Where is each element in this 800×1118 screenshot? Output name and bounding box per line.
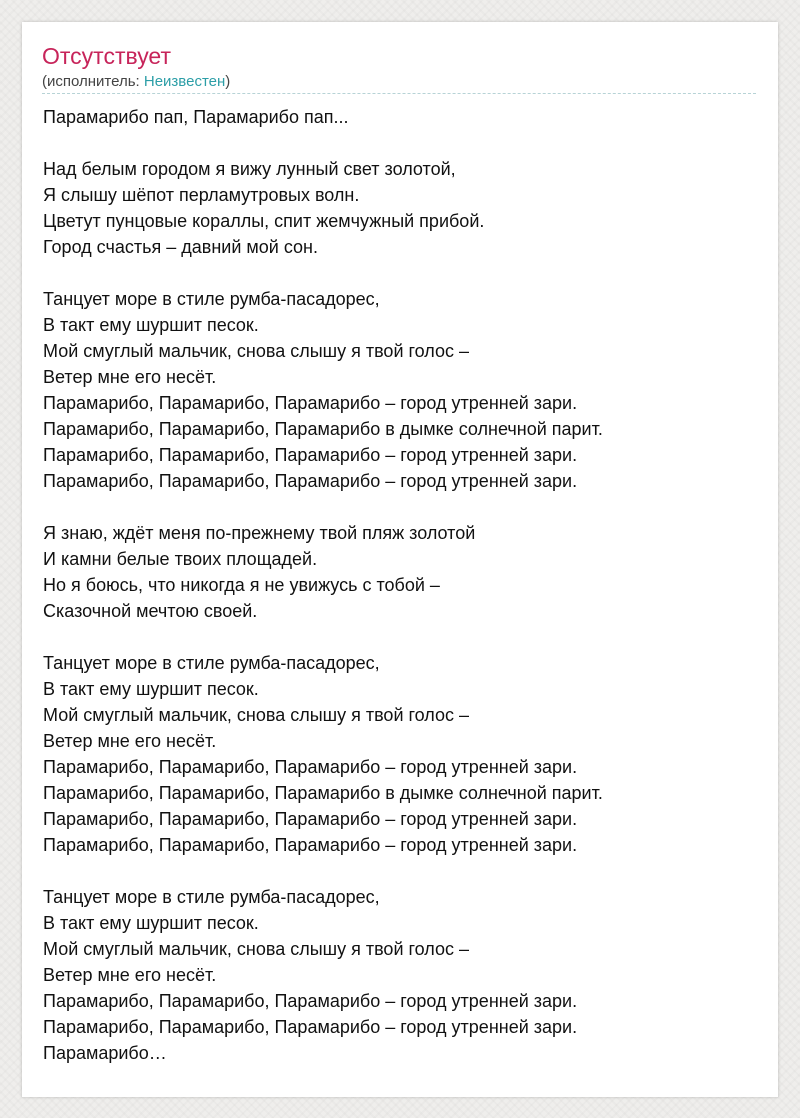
lyric-line: Парамарибо, Парамарибо, Парамарибо – город утренней зари.: [43, 1017, 578, 1037]
lyric-line: Танцует море в стиле румба-пасадорес,: [43, 289, 380, 309]
artist-suffix: ): [225, 73, 231, 90]
lyric-line: И камни белые твоих площадей.: [43, 549, 318, 569]
lyric-line: Но я боюсь, что никогда я не увижусь с тобой –: [43, 575, 440, 595]
lyric-line: Цветут пунцовые кораллы, спит жемчужный прибой.: [43, 211, 485, 231]
lyric-line: Город счастья – давний мой сон.: [43, 237, 318, 257]
song-title: Отсутствует: [42, 43, 171, 69]
lyrics-text: [43, 104, 757, 1066]
stanza-gap: [43, 624, 757, 650]
artist-line: [42, 73, 230, 91]
lyric-line: Мой смуглый мальчик, снова слышу я твой голос –: [43, 705, 470, 725]
lyric-line: В такт ему шуршит песок.: [43, 679, 259, 699]
lyric-line: Над белым городом я вижу лунный свет золотой,: [43, 159, 456, 179]
stanza-gap: [43, 858, 757, 884]
lyric-line: Парамарибо, Парамарибо, Парамарибо – город утренней зари.: [43, 393, 578, 413]
artist-prefix: (исполнитель:: [42, 73, 144, 90]
lyric-line: Парамарибо, Парамарибо, Парамарибо в дымке солнечной парит.: [43, 783, 603, 803]
lyric-line: В такт ему шуршит песок.: [43, 315, 259, 335]
lyric-line: Парамарибо…: [43, 1043, 167, 1063]
stanza-gap: [43, 260, 757, 286]
lyric-line: Ветер мне его несёт.: [43, 367, 217, 387]
lyric-line: Ветер мне его несёт.: [43, 965, 217, 985]
lyric-line: Парамарибо, Парамарибо, Парамарибо в дымке солнечной парит.: [43, 419, 603, 439]
lyric-line: В такт ему шуршит песок.: [43, 913, 259, 933]
lyric-line: Мой смуглый мальчик, снова слышу я твой голос –: [43, 341, 470, 361]
lyric-line: Парамарибо пап, Парамарибо пап...: [43, 107, 349, 127]
stanza-gap: [43, 130, 757, 156]
lyric-line: Танцует море в стиле румба-пасадорес,: [43, 887, 380, 907]
lyric-line: Я слышу шёпот перламутровых волн.: [43, 185, 360, 205]
lyric-line: Парамарибо, Парамарибо, Парамарибо – город утренней зари.: [43, 809, 578, 829]
lyric-line: Ветер мне его несёт.: [43, 731, 217, 751]
title-divider: [42, 93, 756, 94]
lyrics-card: [22, 22, 778, 1097]
stanza-gap: [43, 494, 757, 520]
lyric-line: Я знаю, ждёт меня по-прежнему твой пляж золотой: [43, 523, 476, 543]
lyric-line: Парамарибо, Парамарибо, Парамарибо – город утренней зари.: [43, 445, 578, 465]
lyric-line: Сказочной мечтою своей.: [43, 601, 258, 621]
lyric-line: Парамарибо, Парамарибо, Парамарибо – город утренней зари.: [43, 991, 578, 1011]
lyric-line: Парамарибо, Парамарибо, Парамарибо – город утренней зари.: [43, 835, 578, 855]
lyric-line: Мой смуглый мальчик, снова слышу я твой голос –: [43, 939, 470, 959]
artist-link[interactable]: Неизвестен: [143, 73, 226, 90]
lyric-line: Парамарибо, Парамарибо, Парамарибо – город утренней зари.: [43, 471, 578, 491]
lyric-line: Парамарибо, Парамарибо, Парамарибо – город утренней зари.: [43, 757, 578, 777]
lyric-line: Танцует море в стиле румба-пасадорес,: [43, 653, 380, 673]
